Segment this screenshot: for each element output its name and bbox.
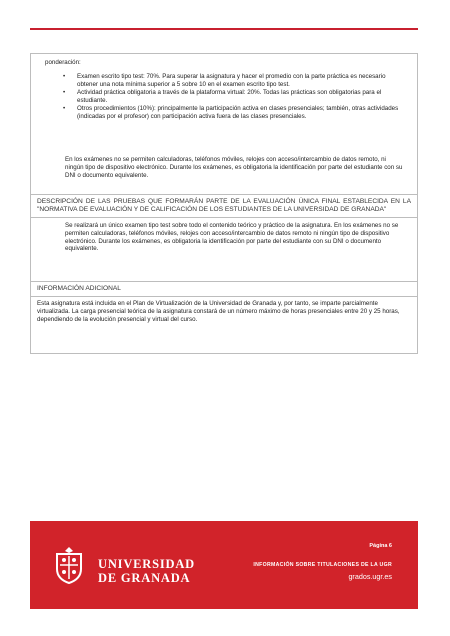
- evaluation-criteria-box: [30, 53, 418, 194]
- top-divider: [30, 28, 418, 30]
- list-item: • Otros procedimientos (10%): principalmente la participación activa en clases presenciales; también, otras actividades (indicadas por el profesor) con participación activa fuera de las clases presenciales.: [63, 105, 399, 120]
- criteria-lead: ponderación:: [45, 59, 81, 66]
- bullet-icon: •: [63, 105, 66, 113]
- bullet-icon: •: [63, 89, 66, 97]
- list-item: • Actividad práctica obligatoria a través de la plataforma virtual: 20%. Todas las prácticas son obligatorias para el estudiante.: [63, 89, 382, 104]
- list-item: • Examen escrito tipo test: 70%. Para superar la asignatura y hacer el promedio con la parte práctica es necesario obtener una nota mínima superior a 5 sobre 10 en el examen escrito tipo test.: [63, 73, 386, 88]
- university-name: UNIVERSIDAD DE GRANADA: [98, 557, 196, 585]
- final-evaluation-box: [30, 194, 418, 281]
- ugr-crest-icon: [52, 545, 86, 585]
- additional-info-text: Esta asignatura está incluida en el Plan de Virtualización de la Universidad de Granada y, por tanto, se imparte parcialmente virtualizada. La carga presencial teórica de la asignatura constará de un número máximo de horas presenciales entre 20 y 25 horas, dependiendo de la evolución presencial y virtual del curso.: [37, 300, 400, 323]
- additional-info-box: [30, 281, 418, 354]
- final-evaluation-text: Se realizará un único examen tipo test sobre todo el contenido teórico y práctico de la asignatura. En los exámenes no se permiten calculadoras, teléfonos móviles, relojes con acceso/intercambio de datos remoto ni ningún tipo de dispositivo electrónico. Durante los exámenes, es obligatoria la identificación por parte del estudiante con su DNI o documento equivalente.: [65, 222, 399, 253]
- footer-info-label: INFORMACIÓN SOBRE TITULACIONES DE LA UGR: [253, 562, 392, 568]
- additional-info-heading: INFORMACIÓN ADICIONAL: [31, 282, 417, 297]
- final-evaluation-heading: DESCRIPCIÓN DE LAS PRUEBAS QUE FORMARÁN PARTE DE LA EVALUACIÓN ÚNICA FINAL ESTABLECIDA EN LA "NORMATIVA DE EVALUACIÓN Y DE CALIFICACIÓN DE LOS ESTUDIANTES DE LA UNIVERSIDAD DE GRANADA": [31, 195, 417, 218]
- footer-site-link[interactable]: grados.ugr.es: [348, 572, 392, 581]
- exam-rules-note: En los exámenes no se permiten calculadoras, teléfonos móviles, relojes con acceso/intercambio de datos remoto, ni ningún tipo de dispositivo electrónico. Durante los exámenes, es obligatoria la identificación por parte del estudiante con su DNI o documento equivalente.: [65, 156, 403, 179]
- criteria-list: [63, 73, 407, 122]
- page-number: Página 6: [369, 543, 392, 549]
- footer-banner: [30, 521, 418, 609]
- bullet-icon: •: [63, 73, 66, 80]
